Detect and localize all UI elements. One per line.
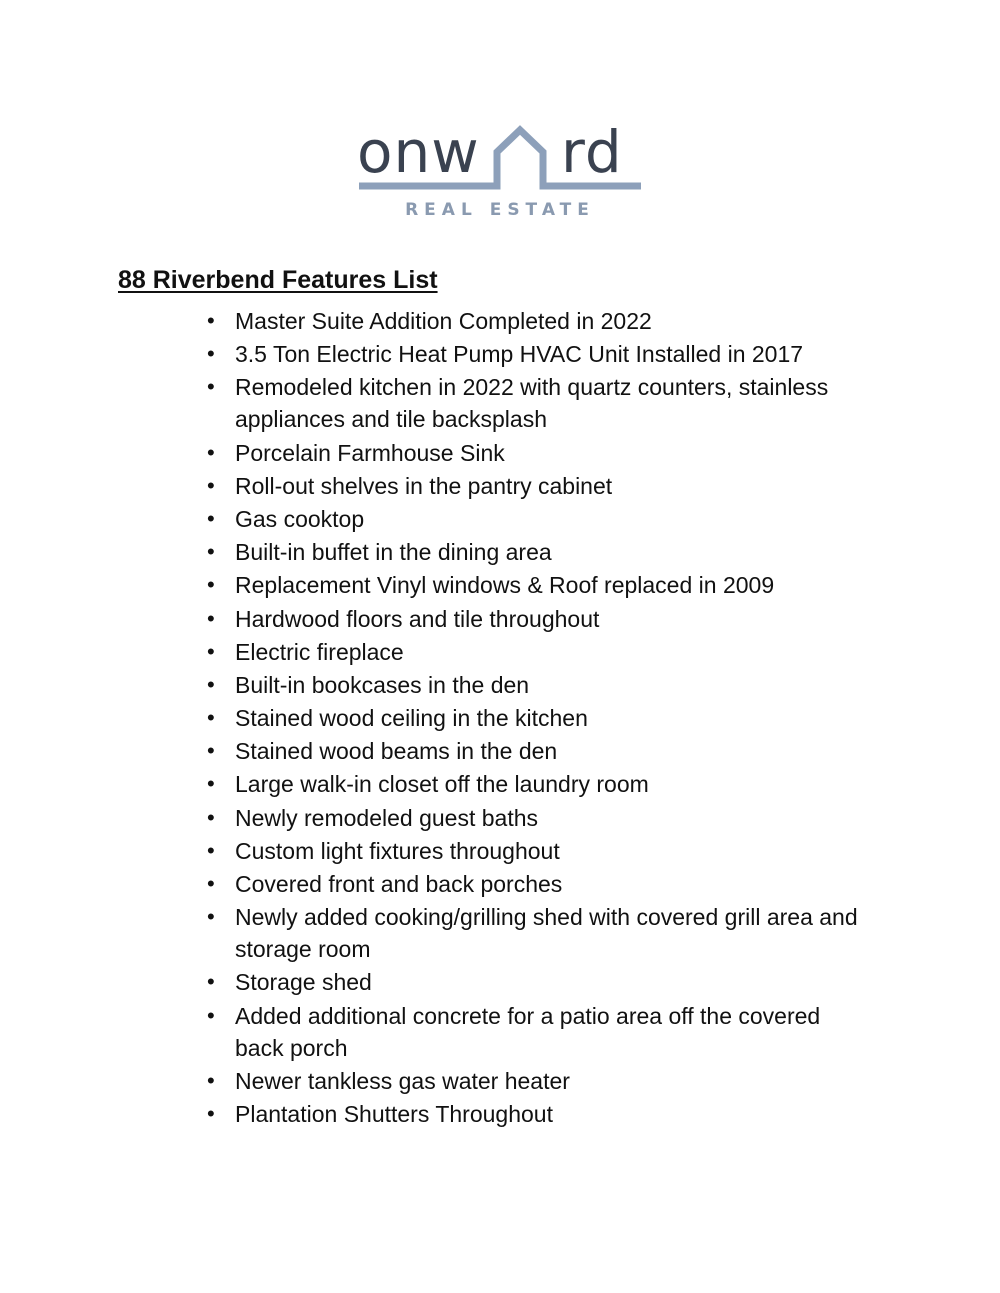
bullet-icon: • [207, 1067, 215, 1093]
list-item [207, 371, 875, 435]
bullet-icon: • [207, 472, 215, 498]
page-title: 88 Riverbend Features List [118, 266, 438, 294]
list-item [207, 669, 875, 701]
feature-text: Storage shed [235, 969, 372, 996]
list-item [207, 735, 875, 767]
list-item [207, 536, 875, 568]
bullet-icon: • [207, 1100, 215, 1126]
company-logo [357, 118, 643, 224]
feature-text: Plantation Shutters Throughout [235, 1100, 553, 1127]
bullet-icon: • [207, 705, 215, 731]
list-item [207, 305, 875, 337]
list-item [207, 1098, 875, 1130]
feature-text: Covered front and back porches [235, 871, 563, 897]
feature-text: Built-in bookcases in the den [235, 671, 530, 698]
list-item [207, 1065, 875, 1097]
bullet-icon: • [207, 539, 215, 565]
bullet-icon: • [207, 904, 215, 930]
bullet-icon: • [207, 308, 215, 333]
list-item [207, 470, 875, 502]
bullet-icon: • [207, 837, 215, 863]
list-item [207, 901, 875, 965]
bullet-icon: • [207, 771, 215, 797]
bullet-icon: • [207, 439, 215, 465]
bullet-icon: • [207, 871, 215, 896]
list-item [207, 702, 875, 734]
feature-text: Roll-out shelves in the pantry cabinet [235, 472, 613, 499]
feature-text: Custom light fixtures throughout [235, 837, 560, 864]
features-list [207, 305, 875, 1131]
list-item [207, 835, 875, 867]
feature-text: Built-in buffet in the dining area [235, 539, 552, 566]
feature-text: 3.5 Ton Electric Heat Pump HVAC Unit Installed in 2017 [235, 341, 804, 368]
bullet-icon: • [207, 969, 215, 995]
feature-text: Newly remodeled guest baths [235, 804, 538, 831]
logo-wordmark [357, 118, 643, 196]
bullet-icon: • [207, 638, 215, 664]
bullet-icon: • [207, 572, 215, 598]
feature-text: Replacement Vinyl windows & Roof replaced in 2009 [235, 572, 775, 599]
feature-text: Master Suite Addition Completed in 2022 [235, 308, 652, 334]
bullet-icon: • [207, 804, 215, 830]
feature-text: Large walk-in closet off the laundry room [235, 771, 649, 798]
list-item [207, 1000, 875, 1064]
logo-text-right: rd [561, 118, 623, 186]
bullet-icon: • [207, 671, 215, 697]
feature-text: Gas cooktop [235, 505, 365, 532]
feature-text: Hardwood floors and tile throughout [235, 605, 600, 632]
feature-text: Added additional concrete for a patio area off the covered back porch [235, 1002, 821, 1061]
list-item [207, 503, 875, 535]
list-item [207, 437, 875, 469]
bullet-icon: • [207, 605, 215, 631]
list-item [207, 338, 875, 370]
feature-text: Electric fireplace [235, 638, 404, 665]
feature-text: Stained wood beams in the den [235, 738, 558, 765]
list-item [207, 636, 875, 668]
list-item [207, 768, 875, 800]
list-item [207, 603, 875, 635]
list-item [207, 868, 875, 900]
list-item [207, 802, 875, 834]
list-item [207, 966, 875, 998]
bullet-icon: • [207, 738, 215, 764]
feature-text: Newer tankless gas water heater [235, 1067, 570, 1094]
logo-text-left: onw [357, 118, 480, 186]
feature-text: Remodeled kitchen in 2022 with quartz counters, stainless appliances and tile backsplash [235, 374, 829, 433]
feature-text: Newly added cooking/grilling shed with covered grill area and storage room [235, 904, 858, 963]
bullet-icon: • [207, 1002, 215, 1028]
feature-text: Stained wood ceiling in the kitchen [235, 705, 588, 732]
bullet-icon: • [207, 505, 215, 531]
list-item [207, 569, 875, 601]
bullet-icon: • [207, 374, 215, 400]
logo-subtitle: REAL ESTATE [405, 200, 595, 220]
bullet-icon: • [207, 341, 215, 367]
feature-text: Porcelain Farmhouse Sink [235, 439, 505, 466]
